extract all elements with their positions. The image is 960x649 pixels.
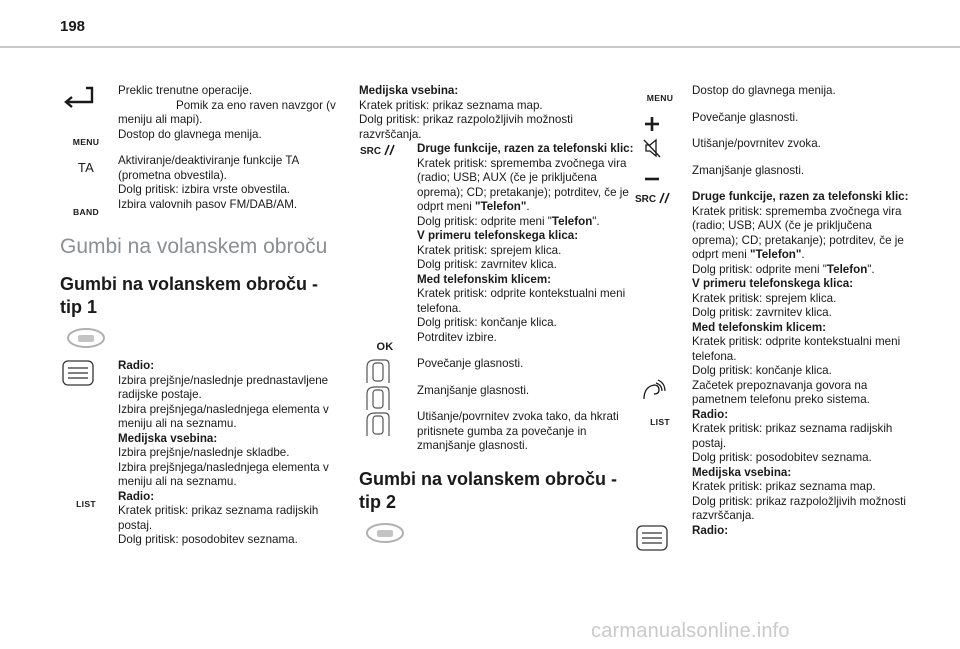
incoming-label: V primeru telefonskega klica: [417, 229, 579, 242]
radio-line-1: Izbira prejšnje/naslednje prednastavljene radijske postaje. [118, 373, 329, 401]
thumb-wheel-up-icon [359, 357, 411, 385]
list-line-2: Dolg pritisk: posodobitev seznama. [118, 533, 298, 546]
voice-entry [634, 379, 912, 408]
during-line-2: Dolg pritisk: končanje klica. [692, 364, 832, 377]
src-text-main: Kratek pritisk: sprememba zvočnega vira (radio; USB; AUX (če je priključena oprema); CD; pretakanje); potrditev, če je odprt meni [692, 204, 904, 261]
list-entry [634, 408, 912, 524]
radio-entry [634, 524, 912, 539]
plus-text: Povečanje glasnosti. [692, 110, 799, 124]
during-line-2: Dolg pritisk: končanje klica. [417, 316, 557, 329]
src-text-end: . [801, 248, 805, 261]
list-icon-label: LIST [76, 498, 96, 509]
incoming-line-1: Kratek pritisk: sprejem klica. [417, 243, 562, 257]
band-icon-label: BAND [72, 206, 100, 217]
back-arrow-icon [60, 84, 112, 108]
ta-text: Aktiviranje/deaktiviranje funkcije TA (prometna obvestila). [118, 154, 299, 182]
steering-wheel-icon [365, 522, 405, 544]
src-text-bold: "Telefon" [750, 248, 802, 261]
media-line-2: Dolg pritisk: prikaz razpoložljivih možnosti razvrščanja. [359, 113, 573, 141]
ta-long: Dolg pritisk: izbira vrste obvestila. [118, 183, 291, 196]
list-line-2: Dolg pritisk: posodobitev seznama. [692, 451, 872, 464]
src-icon [359, 142, 411, 160]
band-text: Izbira valovnih pasov FM/DAB/AM. [118, 197, 298, 211]
ok-text: Potrditev izbire. [417, 330, 497, 344]
vol-up-entry [359, 357, 637, 372]
minus-icon [634, 164, 686, 186]
column-1 [60, 84, 338, 548]
long-press-post: ". [592, 214, 600, 228]
scroll-wheel-icon [60, 359, 112, 387]
back-line-1: Preklic trenutne operacije. [118, 84, 253, 97]
long-press-bold: Telefon [551, 214, 593, 228]
vol-up-text: Povečanje glasnosti. [417, 357, 524, 370]
mute-entry [634, 137, 912, 152]
long-press [692, 263, 912, 278]
menu-icon-label: MENU [72, 136, 100, 147]
media-line-1: Kratek pritisk: prikaz seznama map. [359, 98, 543, 112]
src-text [417, 157, 637, 215]
src-entry [634, 190, 912, 379]
radio-entry [60, 359, 338, 490]
long-press-pre: Dolg pritisk: odprite meni " [692, 262, 827, 276]
scroll-wheel-icon [634, 524, 686, 552]
ok-icon [359, 331, 411, 355]
radio-label: Radio: [692, 523, 729, 537]
svg-text:SRC: SRC [635, 194, 657, 205]
section-title: Gumbi na volanskem obroču [60, 235, 328, 258]
watermark: carmanualsonline.info [591, 620, 790, 642]
voice-command-icon [634, 379, 686, 403]
src-text [692, 205, 912, 263]
steering-wheel-icon [66, 327, 106, 349]
ta-entry [60, 154, 338, 198]
thumb-wheel-press-icon [359, 410, 411, 438]
page-number: 198 [60, 18, 86, 35]
long-press-post: ". [867, 262, 875, 276]
plus-icon [634, 111, 686, 133]
list-radio-label: Radio: [118, 489, 155, 503]
radio-line-2: Izbira prejšnjega/naslednjega elementa v meniju ali na seznamu. [118, 402, 329, 430]
src-text-bold: "Telefon" [475, 200, 527, 213]
during-label: Med telefonskim klicem: [692, 320, 827, 334]
media-line-1: Izbira prejšnje/naslednje skladbe. [118, 446, 290, 459]
media-line-2: Dolg pritisk: prikaz razpoložljivih možnosti razvrščanja. [692, 494, 906, 522]
vol-down-text: Zmanjšanje glasnosti. [417, 383, 530, 397]
ok-icon-label: OK [376, 340, 394, 353]
media-line-1: Kratek pritisk: prikaz seznama map. [692, 480, 876, 493]
menu-entry [60, 127, 338, 147]
src-entry [359, 142, 637, 331]
src-text-main: Kratek pritisk: sprememba zvočnega vira (radio; USB; AUX (če je priključena oprema); CD; pretakanje); potrditev, če je odprt meni [417, 156, 629, 213]
list-line-1: Kratek pritisk: prikaz seznama radijskih postaj. [118, 504, 319, 532]
src-icon [634, 190, 686, 208]
band-icon [60, 198, 112, 220]
menu-icon [60, 128, 112, 150]
list-icon [634, 408, 686, 430]
list-icon [60, 490, 112, 512]
voice-text: Začetek prepoznavanja govora na pametnem telefonu preko sistema. [692, 378, 870, 406]
media-label: Medijska vsebina: [692, 465, 792, 479]
subsection-title-type-1: Gumbi na volanskem obroču - tip 1 [60, 274, 319, 317]
incoming-label: V primeru telefonskega klica: [692, 277, 854, 290]
header-rule [0, 46, 960, 48]
long-press [417, 215, 637, 230]
plus-entry [634, 111, 912, 126]
long-press-bold: Telefon [826, 262, 868, 276]
during-line-1: Kratek pritisk: odprite kontekstualni meni telefona. [417, 287, 626, 315]
incoming-line-2: Dolg pritisk: zavrnitev klica. [692, 306, 832, 319]
ta-icon-label: TA [77, 160, 95, 175]
mute-icon [634, 137, 686, 159]
mute-text: Utišanje/povrnitev zvoka tako, da hkrati pritisnete gumba za povečanje in zmanjšanje glasnosti. [417, 410, 619, 452]
src-label: Druge funkcije, razen za telefonski klic: [417, 142, 634, 155]
src-label: Druge funkcije, razen za telefonski klic: [692, 190, 909, 203]
back-entry [60, 84, 338, 128]
mute-text: Utišanje/povrnitev zvoka. [692, 137, 821, 150]
list-radio-label: Radio: [692, 407, 729, 421]
menu-icon-label: MENU [646, 93, 674, 103]
column-3 [634, 84, 912, 538]
thumb-wheel-down-icon [359, 384, 411, 412]
during-label: Med telefonskim klicem: [417, 272, 552, 286]
menu-icon [634, 84, 686, 106]
minus-entry [634, 164, 912, 179]
menu-text: Dostop do glavnega menija. [692, 84, 836, 97]
media-line-2: Izbira prejšnjega/naslednjega elementa v meniju ali na seznamu. [118, 460, 329, 488]
svg-text:SRC: SRC [360, 146, 382, 157]
incoming-line-1: Kratek pritisk: sprejem klica. [692, 291, 837, 305]
ok-entry [359, 330, 637, 353]
media-label: Medijska vsebina: [359, 84, 459, 97]
menu-entry [634, 84, 912, 103]
list-line-1: Kratek pritisk: prikaz seznama radijskih postaj. [692, 422, 893, 450]
mute-entry [359, 410, 637, 454]
menu-text: Dostop do glavnega menija. [118, 127, 262, 141]
vol-down-entry [359, 384, 637, 399]
radio-label: Radio: [118, 359, 155, 372]
incoming-line-2: Dolg pritisk: zavrnitev klica. [417, 258, 557, 271]
back-line-2: Pomik za eno raven navzgor (v meniju ali mapi). [118, 98, 336, 126]
subsection-title-type-2: Gumbi na volanskem obroču - tip 2 [359, 468, 618, 512]
minus-text: Zmanjšanje glasnosti. [692, 163, 805, 177]
during-line-1: Kratek pritisk: odprite kontekstualni meni telefona. [692, 335, 901, 363]
column-2 [359, 84, 637, 554]
src-text-end: . [526, 200, 530, 213]
band-entry [60, 197, 338, 217]
list-icon-label: LIST [650, 416, 670, 427]
long-press-pre: Dolg pritisk: odprite meni " [417, 214, 552, 228]
list-entry [60, 490, 338, 548]
ta-icon [60, 154, 112, 176]
media-label: Medijska vsebina: [118, 431, 218, 445]
